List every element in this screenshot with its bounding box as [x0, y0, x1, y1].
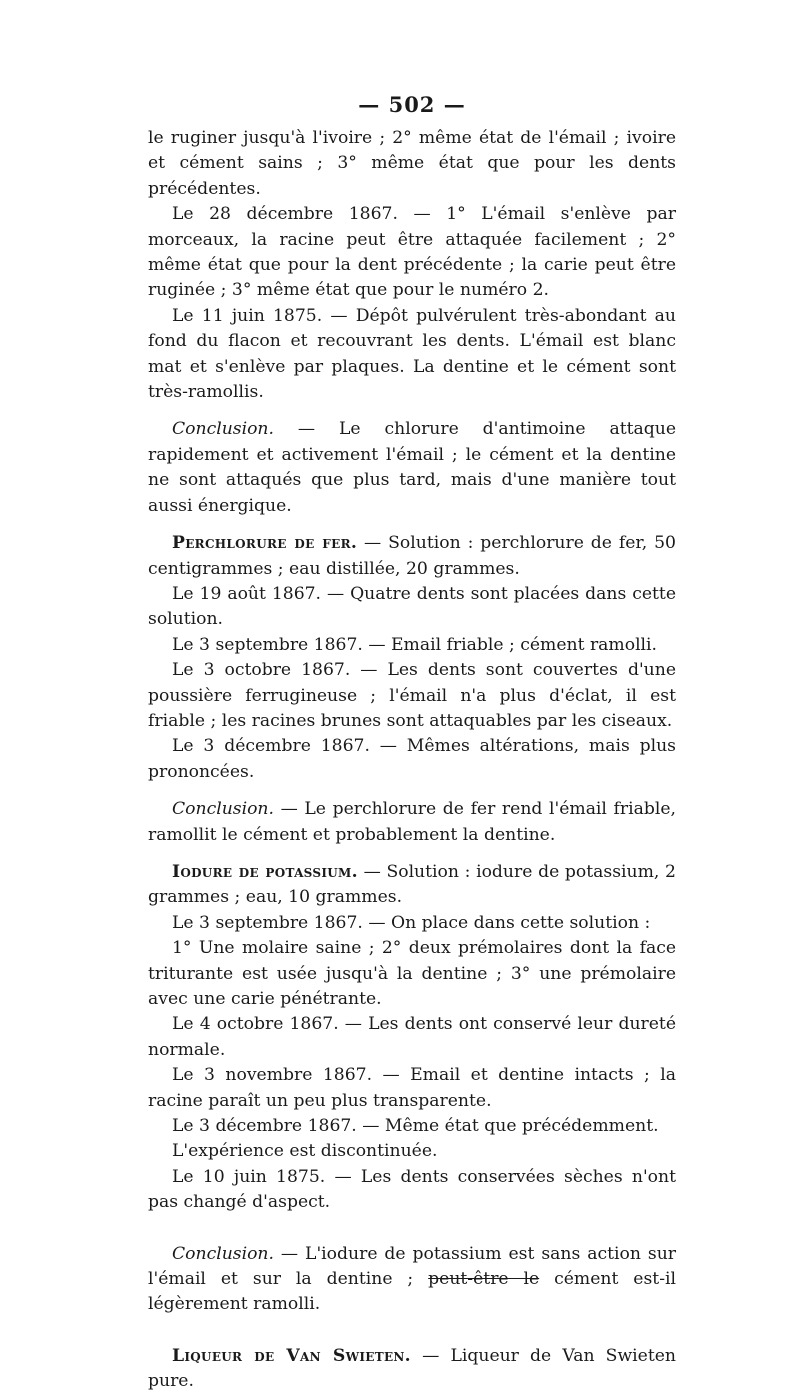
page: [148, 92, 676, 1395]
conclusion-lead: Conclusion.: [172, 799, 274, 820]
paragraph: Le 3 octobre 1867. — Les dents sont couvertes d'une poussière ferrugineuse ; l'émail n'a plus d'éclat, il est friable ; les racines brunes sont attaquables par les ciseaux.: [148, 660, 676, 731]
conclusion-lead: Conclusion.: [172, 1243, 274, 1264]
struck-text: peut-être le: [428, 1269, 540, 1290]
conclusion-lead: Conclusion.: [172, 419, 274, 440]
page-number: — 502 —: [358, 92, 466, 117]
paragraph: Le 19 août 1867. — Quatre dents sont placées dans cette solution.: [148, 583, 676, 630]
section-lead: Perchlorure de fer.: [172, 533, 358, 554]
section-heading-paragraph: Perchlorure de fer. — Solution : perchlorure de fer, 50 centigrammes ; eau distillée, 20 grammes.: [148, 533, 676, 579]
paragraph: Le 10 juin 1875. — Les dents conservées sèches n'ont pas changé d'aspect.: [148, 1166, 676, 1213]
conclusion-paragraph: Conclusion. — Le chlorure d'antimoine attaque rapidement et activement l'émail ; le cément et la dentine ne sont attaqués que plus tard, mais d'une manière tout aussi énergique.: [148, 419, 676, 516]
paragraph: 1° Une molaire saine ; 2° deux prémolaires dont la face triturante est usée jusqu'à la dentine ; 3° une prémolaire avec une carie pénétrante.: [148, 938, 676, 1009]
paragraph: Le 3 décembre 1867. — Mêmes altérations, mais plus prononcées.: [148, 736, 676, 782]
section-lead: Liqueur de Van Swieten.: [172, 1345, 411, 1366]
paragraph: Le 4 octobre 1867. — Les dents ont conservé leur dureté normale.: [148, 1014, 676, 1060]
section-heading-paragraph: Iodure de potassium. — Solution : iodure de potassium, 2 grammes ; eau, 10 grammes.: [148, 861, 676, 908]
paragraph: Le 28 décembre 1867. — 1° L'émail s'enlève par morceaux, la racine peut être attaquée facilement ; 2° même état que pour la dent précédente ; la carie peut être ruginée ; 3° même état que pour le numéro 2.: [148, 204, 676, 301]
paragraph: Le 3 décembre 1867. — Même état que précédemment.: [172, 1116, 659, 1137]
paragraph: L'expérience est discontinuée.: [172, 1141, 438, 1162]
section-heading-paragraph: Liqueur de Van Swieten. — Liqueur de Van Swieten pure.: [148, 1345, 676, 1392]
conclusion-paragraph: Conclusion. — Le perchlorure de fer rend l'émail friable, ramollit le cément et probablement la dentine.: [148, 799, 676, 845]
section-lead: Iodure de potassium.: [172, 861, 358, 882]
paragraph: Le 3 septembre 1867. — On place dans cette solution :: [172, 912, 651, 933]
final-conclusion-paragraph: Conclusion. — L'iodure de potassium est sans action sur l'émail et sur la dentine ; peut-être le cément est-il légèrement ramolli.: [148, 1243, 676, 1315]
paragraph: Le 11 juin 1875. — Dépôt pulvérulent très-abondant au fond du flacon et recouvrant les dents. L'émail est blanc mat et s'enlève par plaques. La dentine et le cément sont très-ramollis.: [148, 305, 676, 403]
paragraph: Le 3 septembre 1867. — Email friable ; cément ramolli.: [172, 634, 658, 655]
paragraph: Le 3 novembre 1867. — Email et dentine intacts ; la racine paraît un peu plus transparente.: [148, 1065, 676, 1111]
paragraph: le ruginer jusqu'à l'ivoire ; 2° même état de l'émail ; ivoire et cément sains ; 3° même état que pour les dents précédentes.: [148, 128, 676, 199]
